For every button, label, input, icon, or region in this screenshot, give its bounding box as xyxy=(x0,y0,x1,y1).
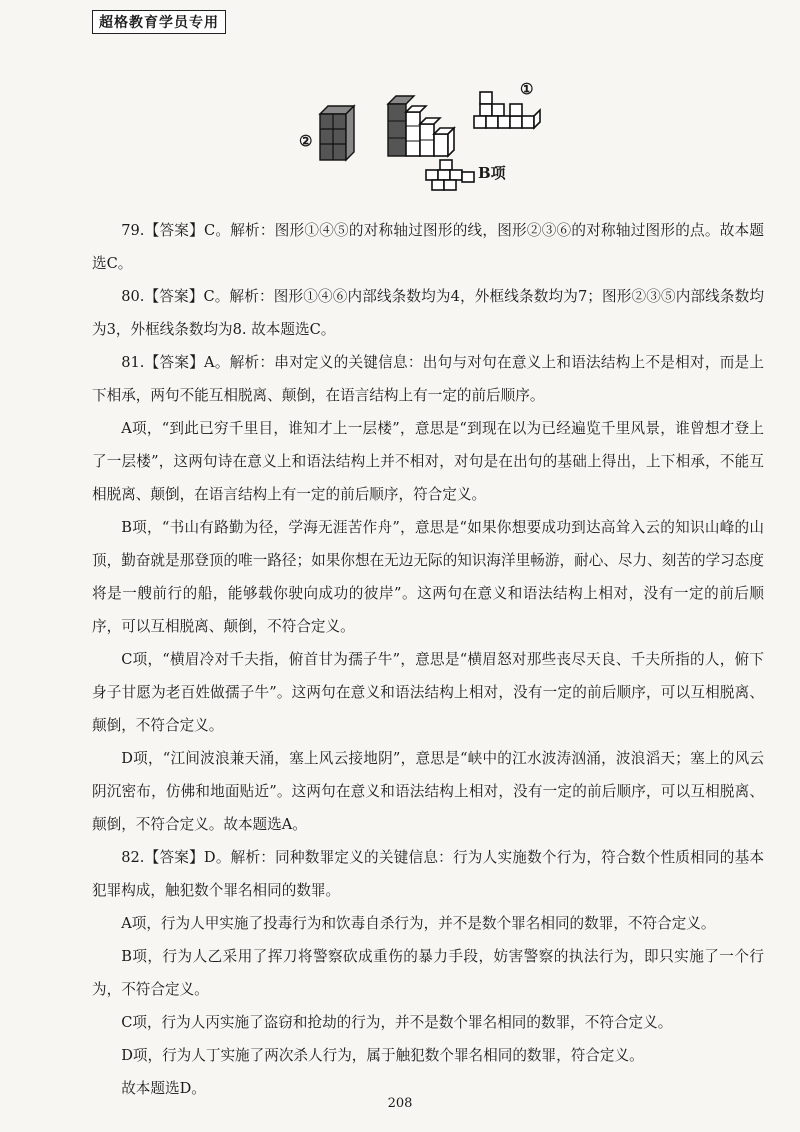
figure-label-1: ① xyxy=(520,80,534,98)
paragraph-82-a: A项，行为人甲实施了投毒行为和饮毒自杀行为，并不是数个罪名相同的数罪，不符合定义。 xyxy=(121,915,716,932)
paragraph-82-b: B项，行为人乙采用了挥刀将警察砍成重伤的暴力手段，妨害警察的执法行为，即只实施了一个行为，不符合定义。 xyxy=(92,948,764,998)
cube-stack-2 xyxy=(318,100,358,162)
paragraph-79: 79.【答案】C。解析：图形①④⑤的对称轴过图形的线，图形②③⑥的对称轴过图形的点。故本题选C。 xyxy=(92,222,764,272)
paragraph-81-c: C项，“横眉冷对千夫指，俯首甘为孺子牛”，意思是“横眉怒对那些丧尽天良、千夫所指的人，俯下身子甘愿为老百姓做孺子牛”。这两句在意义和语法结构上相对，没有一定的前后顺序，可以互相脱离、颠倒，不符合定义。 xyxy=(92,651,764,734)
paragraph-81: 81.【答案】A。解析：串对定义的关键信息：出句与对句在意义上和语法结构上不是相对，而是上下相承，两句不能互相脱离、颠倒，在语言结构上有一定的前后顺序。 xyxy=(92,354,764,404)
paragraph-82: 82.【答案】D。解析：同种数罪定义的关键信息：行为人实施数个行为，符合数个性质相同的基本犯罪构成，触犯数个罪名相同的数罪。 xyxy=(92,849,764,899)
paragraph-82-c: C项，行为人丙实施了盗窃和抢劫的行为，并不是数个罪名相同的数罪，不符合定义。 xyxy=(121,1014,673,1031)
paragraph-82-d: D项，行为人丁实施了两次杀人行为，属于触犯数个罪名相同的数罪，符合定义。 xyxy=(121,1047,644,1064)
page-number: 208 xyxy=(387,1096,413,1111)
watermark-stamp: 超格教育学员专用 xyxy=(92,10,226,34)
cube-staircase-main xyxy=(386,92,456,158)
figure-label-2: ② xyxy=(299,132,313,150)
cube-stack-b xyxy=(424,158,480,192)
cube-figure xyxy=(0,80,800,200)
paragraph-81-a: A项，“到此已穷千里目，谁知才上一层楼”，意思是“到现在以为已经遍览千里风景，谁曾想才登上了一层楼”，这两句诗在意义上和语法结构上并不相对，对句是在出句的基础上得出，上下相承，不能互相脱离、颠倒，在语言结构上有一定的前后顺序，符合定义。 xyxy=(92,420,764,503)
answer-explanations xyxy=(92,214,764,1105)
figure-label-b: B项 xyxy=(478,164,506,182)
paragraph-81-d: D项，“江间波浪兼天涌，塞上风云接地阴”，意思是“峡中的江水波涛汹涌，波浪滔天；塞上的风云阴沉密布，仿佛和地面贴近”。这两句在意义和语法结构上相对，没有一定的前后顺序，可以互相脱离、颠倒，不符合定义。故本题选A。 xyxy=(92,750,764,833)
paragraph-81-b: B项，“书山有路勤为径，学海无涯苦作舟”，意思是“如果你想要成功到达高耸入云的知识山峰的山顶，勤奋就是那登顶的唯一路径；如果你想在无边无际的知识海洋里畅游，耐心、尽力、刻苦的学习态度将是一艘前行的船，能够载你驶向成功的彼岸”。这两句在意义和语法结构上相对，没有一定的前后顺序，可以互相脱离、颠倒，不符合定义。 xyxy=(92,519,764,635)
paragraph-82-conclusion: 故本题选D。 xyxy=(121,1080,206,1097)
paragraph-80: 80.【答案】C。解析：图形①④⑥内部线条数均为4，外框线条数均为7；图形②③⑤内部线条数均为3，外框线条数均为8. 故本题选C。 xyxy=(92,288,764,338)
